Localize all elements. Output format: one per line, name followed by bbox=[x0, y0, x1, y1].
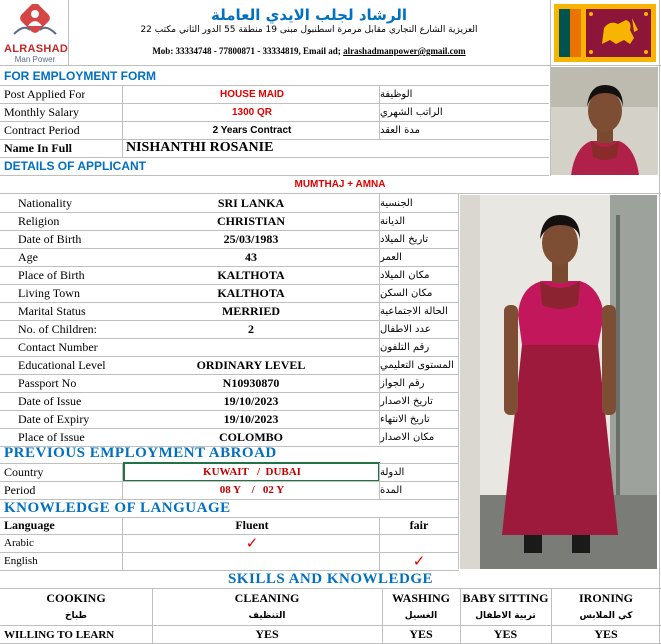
language-col-fair: fair bbox=[409, 518, 429, 532]
full-body-photo bbox=[460, 195, 657, 569]
field-label: Passport No bbox=[18, 375, 77, 390]
field-label: Contract Period bbox=[4, 122, 80, 137]
field-label: Age bbox=[18, 249, 38, 264]
field-value bbox=[124, 338, 378, 356]
field-label-ar: الديانة bbox=[380, 215, 406, 227]
country-label-ar: الدولة bbox=[380, 466, 405, 478]
field-label-ar: المستوى التعليمي bbox=[380, 359, 454, 371]
field-label-ar: العمر bbox=[380, 251, 402, 263]
agent-label: MUMTHAJ + AMNA bbox=[294, 179, 386, 190]
company-logo bbox=[4, 4, 69, 64]
company-address-ar: العزيزية الشارع التجاري مقابل مرمرة اسطنبول مبنى 19 منطقة 55 الدور الثاني مكتب 22 bbox=[140, 25, 478, 35]
field-label-ar: الحالة الاجتماعية bbox=[380, 305, 448, 317]
language-name: Arabic bbox=[4, 537, 34, 549]
arabic-fair-check bbox=[380, 534, 458, 552]
field-label: Educational Level bbox=[18, 357, 106, 372]
field-value: KALTHOTA bbox=[217, 267, 285, 282]
skill-name: WASHING bbox=[391, 590, 450, 605]
field-label-ar: مكان السكن bbox=[380, 287, 433, 299]
field-value: 19/10/2023 bbox=[223, 411, 279, 426]
skill-name-ar: التنظيف bbox=[248, 611, 286, 621]
period-value: 08 Y / 02 Y bbox=[219, 484, 285, 496]
field-label-ar: الراتب الشهري bbox=[380, 106, 443, 118]
previous-employment-section bbox=[0, 444, 459, 499]
field-label: Place of Birth bbox=[18, 267, 85, 282]
field-label: Date of Birth bbox=[18, 231, 82, 246]
skill-name: COOKING bbox=[46, 590, 106, 605]
willing-to-learn-label: WILLING TO LEARN bbox=[4, 628, 115, 641]
period-label-ar: المدة bbox=[380, 484, 403, 496]
language-name: English bbox=[4, 555, 38, 567]
skill-name-ar: الغسيل bbox=[404, 611, 438, 621]
skill-value: YES bbox=[255, 627, 279, 641]
language-section bbox=[0, 499, 459, 570]
skill-name: BABY SITTING bbox=[462, 590, 549, 605]
field-label-ar: مكان الميلاد bbox=[380, 269, 430, 281]
field-label: Monthly Salary bbox=[4, 104, 79, 119]
field-value: COLOMBO bbox=[218, 429, 283, 444]
field-label-ar: مدة العقد bbox=[380, 124, 420, 136]
field-label-ar: الجنسية bbox=[380, 197, 413, 209]
skill-value: YES bbox=[493, 627, 518, 641]
salary-value: 1300 QR bbox=[231, 106, 273, 118]
field-value: 19/10/2023 bbox=[223, 393, 279, 408]
employment-section bbox=[0, 67, 549, 157]
skill-name-ar: طباخ bbox=[64, 611, 88, 621]
skill-name: CLEANING bbox=[234, 590, 300, 605]
field-label-ar: تاريخ الانتهاء bbox=[380, 413, 430, 425]
header bbox=[0, 0, 661, 66]
skill-value: YES bbox=[594, 627, 618, 641]
contact-email[interactable]: alrashadmanpower@gmail.com bbox=[343, 46, 466, 56]
employment-heading: FOR EMPLOYMENT FORM bbox=[4, 69, 156, 83]
logo-icon bbox=[4, 4, 66, 44]
language-heading: KNOWLEDGE OF LANGUAGE bbox=[4, 499, 231, 516]
field-value: 25/03/1983 bbox=[223, 231, 279, 246]
field-label-ar: رقم الجواز bbox=[380, 377, 425, 389]
field-label: Date of Expiry bbox=[18, 411, 90, 426]
logo-text: ALRASHAD bbox=[4, 43, 69, 55]
field-label: Post Applied For bbox=[4, 86, 86, 101]
field-label: Contact Number bbox=[18, 339, 98, 354]
full-name-value: NISHANTHI ROSANIE bbox=[126, 140, 274, 155]
period-label: Period bbox=[4, 482, 36, 497]
company-title-ar: الرشاد لجلب الايدي العاملة bbox=[210, 6, 408, 24]
arabic-fluent-check: ✓ bbox=[245, 534, 259, 552]
field-label-ar: رقم التلفون bbox=[380, 341, 430, 353]
field-value: ORDINARY LEVEL bbox=[196, 357, 306, 372]
field-value: 43 bbox=[245, 249, 257, 264]
country-value: KUWAIT / DUBAI bbox=[203, 466, 301, 478]
field-label: Religion bbox=[18, 213, 60, 228]
sri-lanka-flag-icon bbox=[554, 4, 656, 62]
company-contact bbox=[70, 46, 548, 56]
contract-period-value: 2 Years Contract bbox=[212, 124, 292, 136]
previous-employment-heading: PREVIOUS EMPLOYMENT ABROAD bbox=[4, 445, 277, 461]
english-fair-check: ✓ bbox=[412, 552, 426, 570]
english-fluent-check bbox=[124, 552, 380, 570]
skill-value: YES bbox=[409, 627, 433, 641]
language-col-label: Language bbox=[4, 518, 55, 532]
post-applied-value: HOUSE MAID bbox=[220, 88, 284, 100]
field-value: KALTHOTA bbox=[217, 285, 285, 300]
skill-name-ar: كي الملابس bbox=[579, 611, 633, 621]
field-label: Nationality bbox=[18, 195, 72, 210]
field-label: No. of Children: bbox=[18, 321, 97, 336]
field-label: Living Town bbox=[18, 285, 80, 300]
field-label: Date of Issue bbox=[18, 393, 82, 408]
skills-section bbox=[0, 570, 661, 644]
field-value: SRI LANKA bbox=[217, 195, 285, 210]
field-label-ar: مكان الاصدار bbox=[380, 431, 435, 443]
logo-subtext: Man Power bbox=[14, 55, 56, 64]
field-label: Marital Status bbox=[18, 303, 86, 318]
country-label: Country bbox=[4, 464, 44, 479]
skill-name-ar: تربية الاطفال bbox=[475, 611, 536, 621]
applicant-heading: DETAILS OF APPLICANT bbox=[4, 159, 146, 173]
skill-name: IRONING bbox=[578, 590, 633, 605]
field-value: 2 bbox=[248, 321, 254, 336]
field-label-ar: الوظيفة bbox=[380, 88, 413, 100]
field-label: Place of Issue bbox=[18, 429, 85, 444]
field-label-ar: تاريخ الميلاد bbox=[380, 233, 429, 245]
contact-phones: Mob: 33334748 - 77800871 - 33334819, Email ad; bbox=[152, 46, 344, 56]
name-label: Name In Full bbox=[4, 140, 73, 155]
skills-heading: SKILLS AND KNOWLEDGE bbox=[227, 570, 434, 587]
field-label-ar: عدد الاطفال bbox=[380, 323, 431, 335]
field-value: CHRISTIAN bbox=[216, 213, 285, 228]
field-value: N10930870 bbox=[222, 375, 280, 390]
field-value: MERRIED bbox=[221, 303, 280, 318]
language-col-fluent: Fluent bbox=[235, 518, 269, 532]
field-label-ar: تاريخ الاصدار bbox=[380, 395, 433, 407]
